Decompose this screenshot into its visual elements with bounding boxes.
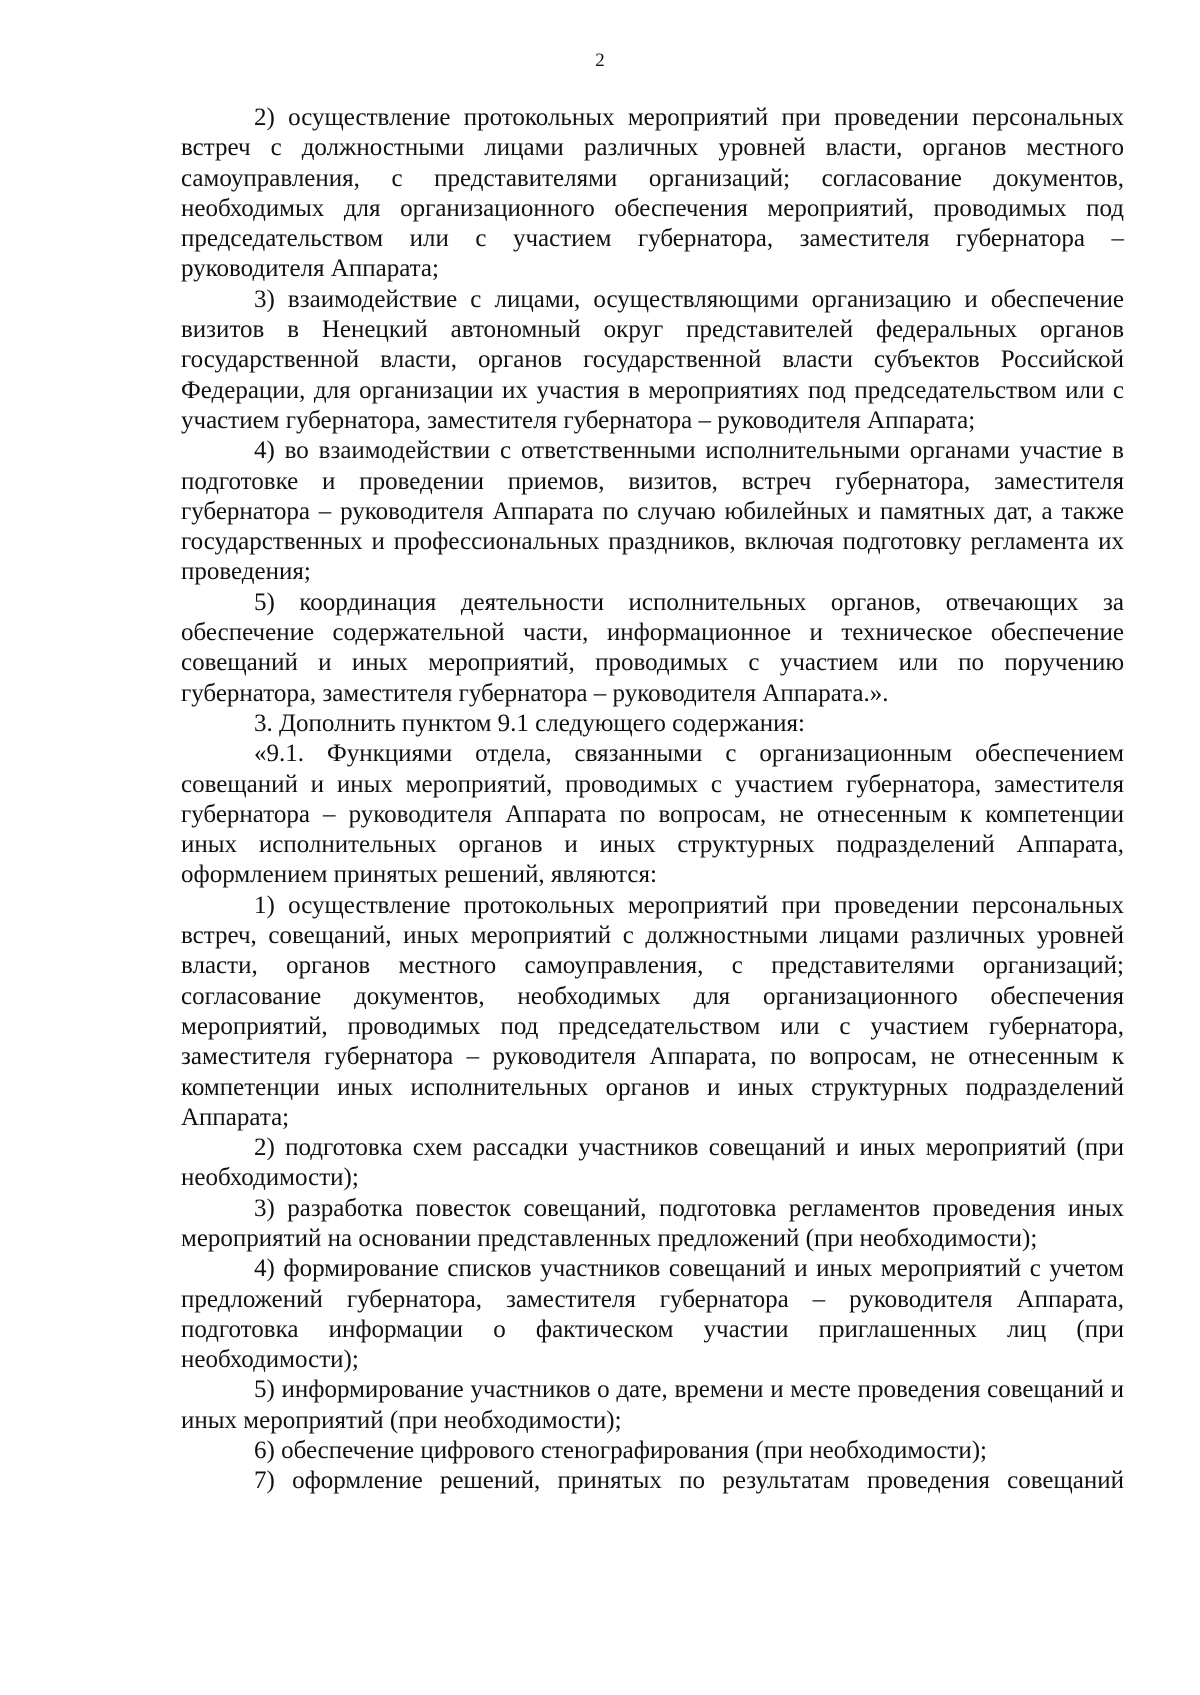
paragraph-function-4: 4) формирование списков участников совещаний и иных мероприятий с учетом предложений губернатора, заместителя губернатора – руководителя Аппарата, подготовка информации о фактическом участии приглашенных лиц (при необходимости);	[181, 1255, 1124, 1374]
document-body	[181, 103, 1124, 1497]
paragraph-clause-3: 3. Дополнить пунктом 9.1 следующего содержания:	[254, 709, 805, 737]
paragraph-item-5: 5) координация деятельности исполнительных органов, отвечающих за обеспечение содержательной части, информационное и техническое обеспечение совещаний и иных мероприятий, проводимых с участием или по поручению губернатора, заместителя губернатора – руководителя Аппарата.».	[181, 588, 1124, 707]
paragraph-clause-9-1: «9.1. Функциями отдела, связанными с организационным обеспечением совещаний и иных мероприятий, проводимых с участием губернатора, заместителя губернатора – руководителя Аппарата по вопросам, не отнесенным к компетенции иных исполнительных органов и иных структурных подразделений Аппарата, оформлением принятых решений, являются:	[181, 740, 1124, 889]
paragraph-function-2: 2) подготовка схем рассадки участников совещаний и иных мероприятий (при необходимости);	[181, 1134, 1124, 1192]
paragraph-function-6: 6) обеспечение цифрового стенографирования (при необходимости);	[254, 1437, 987, 1465]
page-number: 2	[595, 50, 605, 71]
paragraph-function-5: 5) информирование участников о дате, времени и месте проведения совещаний и иных мероприятий (при необходимости);	[181, 1376, 1124, 1434]
paragraph-function-3: 3) разработка повесток совещаний, подготовка регламентов проведения иных мероприятий на основании представленных предложений (при необходимости);	[181, 1194, 1124, 1252]
paragraph-function-7: 7) оформление решений, принятых по результатам проведения совещаний	[254, 1467, 1124, 1495]
paragraph-item-2: 2) осуществление протокольных мероприятий при проведении персональных встреч с должностными лицами различных уровней власти, органов местного самоуправления, с представителями организаций; согласование документов, необходимых для организационного обеспечения мероприятий, проводимых под председательством или с участием губернатора, заместителя губернатора – руководителя Аппарата;	[181, 104, 1124, 283]
paragraph-function-1: 1) осуществление протокольных мероприятий при проведении персональных встреч, совещаний, иных мероприятий с должностными лицами различных уровней власти, органов местного самоуправления, с представителями организаций; согласование документов, необходимых для организационного обеспечения мероприятий, проводимых под председательством или с участием губернатора, заместителя губернатора – руководителя Аппарата, по вопросам, не отнесенным к компетенции иных исполнительных органов и иных структурных подразделений Аппарата;	[181, 891, 1124, 1131]
paragraph-item-3: 3) взаимодействие с лицами, осуществляющими организацию и обеспечение визитов в Ненецкий автономный округ представителей федеральных органов государственной власти, органов государственной власти субъектов Российской Федерации, для организации их участия в мероприятиях под председательством или с участием губернатора, заместителя губернатора – руководителя Аппарата;	[181, 285, 1124, 434]
paragraph-item-4: 4) во взаимодействии с ответственными исполнительными органами участие в подготовке и проведении приемов, визитов, встреч губернатора, заместителя губернатора – руководителя Аппарата по случаю юбилейных и памятных дат, а также государственных и профессиональных праздников, включая подготовку регламента их проведения;	[181, 437, 1124, 586]
